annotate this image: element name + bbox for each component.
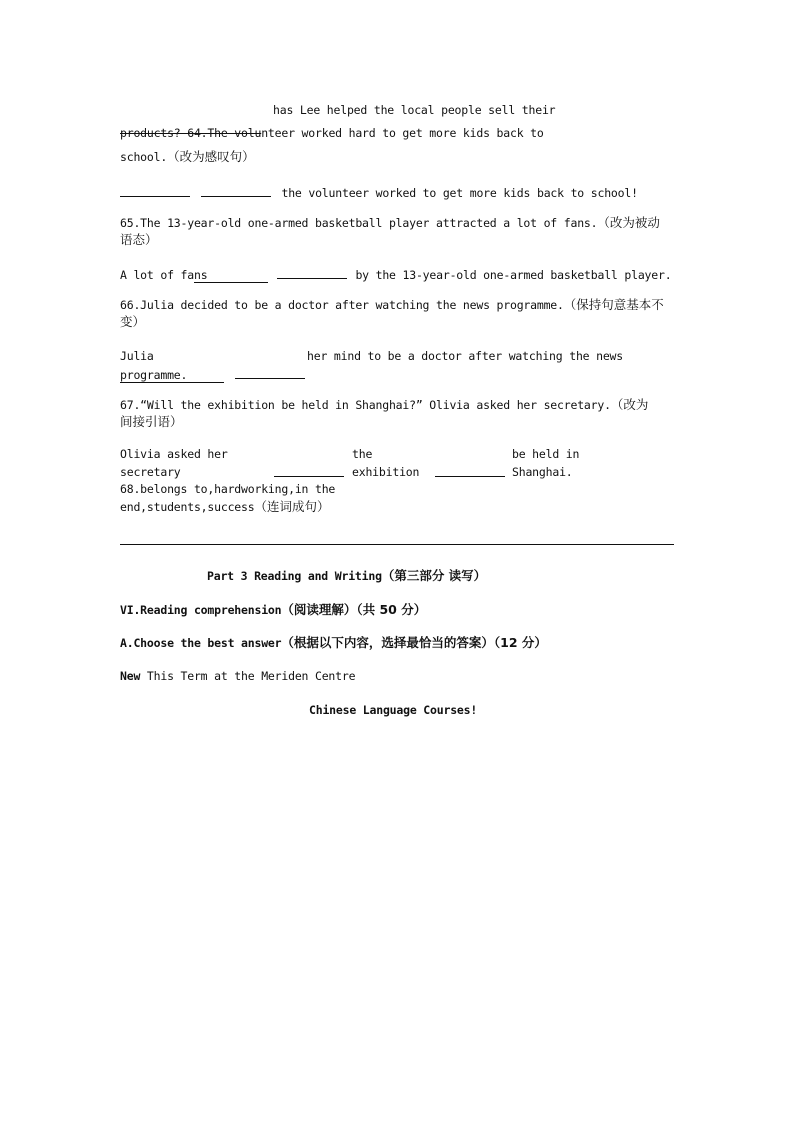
q67-col1-line1: Olivia asked her: [120, 447, 228, 461]
q64-instruction: （改为感叹句）: [167, 149, 255, 164]
q64-blank-1[interactable]: [120, 184, 190, 197]
q67-col3-line1: be held in: [512, 447, 580, 461]
q66-prompt: [120, 296, 664, 314]
q64-line3: [120, 148, 255, 166]
q66-blank-2[interactable]: [235, 366, 305, 379]
q66-prompt-en: 66.Julia decided to be a doctor after watching the news programme.: [120, 298, 564, 312]
sectionA-title-cn: （根据以下内容，选择最恰当的答案）（12 分）: [281, 635, 547, 650]
q65-blank-2[interactable]: [277, 266, 347, 279]
q67-instruction-cont: 间接引语）: [120, 414, 183, 429]
q67-col2-line2: exhibition: [352, 465, 420, 479]
q68-words: end,students,success: [120, 500, 255, 514]
section6-title-en: VI.Reading comprehension: [120, 603, 282, 617]
q68-line2: [120, 498, 330, 516]
part3-title-en: Part 3 Reading and Writing: [207, 569, 382, 583]
q67-blank-1-wrap: [274, 464, 344, 482]
q65-prompt-en: 65.The 13-year-old one-armed basketball player attracted a lot of fans.: [120, 216, 598, 230]
passage-subtitle: [120, 668, 355, 685]
q67-col3-line2: Shanghai.: [512, 465, 573, 479]
q68-line1: 68.belongs to,hardworking,in the: [120, 482, 336, 496]
q67-blank-1[interactable]: [274, 464, 344, 477]
q68-instruction: （连词成句）: [254, 499, 330, 514]
q64-school: school.: [120, 150, 168, 164]
q66-programme: programme.: [120, 368, 188, 382]
q63-line2: [120, 125, 544, 142]
q65-blank-1-text: ns: [193, 268, 208, 282]
q67-prompt: [120, 396, 648, 414]
q64-answer-rest: the volunteer worked to get more kids back to school!: [281, 186, 638, 200]
sectionA-title: [120, 634, 547, 652]
part3-title-cn: （第三部分 读写）: [381, 568, 487, 583]
part3-title: [207, 567, 486, 585]
q63-line2-rest: nteer worked hard to get more kids back to: [261, 126, 544, 140]
passage-heading: Chinese Language Courses!: [309, 703, 478, 717]
q67-prompt-en: 67.“Will the exhibition be held in Shanghai?” Olivia asked her secretary.: [120, 398, 611, 412]
q65-blank-1[interactable]: [194, 269, 268, 283]
q63-line1: has Lee helped the local people sell their: [273, 103, 556, 117]
q66-answer-julia: Julia: [120, 349, 154, 363]
q65-prompt: [120, 214, 660, 232]
section6-title: [120, 601, 426, 619]
q67-blank-2[interactable]: [435, 464, 505, 477]
q67-blank-2-wrap: [435, 464, 505, 482]
q67-instruction: （改为: [610, 397, 649, 412]
q65-instruction-cont: 语态）: [120, 232, 158, 247]
q65-answer-start: A lot of fa: [120, 268, 194, 282]
passage-subtitle-rest: This Term at the Meriden Centre: [140, 669, 356, 683]
sectionA-title-en: A.Choose the best answer: [120, 636, 282, 650]
q64-blank-2[interactable]: [201, 184, 271, 197]
q66-answer-line2: [120, 366, 305, 384]
section6-title-cn: （阅读理解）（共 50 分）: [281, 602, 427, 617]
section-divider: [120, 544, 674, 545]
q65-answer-line: [120, 266, 671, 284]
q66-instruction: （保持句意基本不: [563, 297, 664, 312]
q63-struck-text: products? 64.The volu: [120, 126, 262, 140]
q65-instruction: （改为被动: [597, 215, 660, 230]
q66-answer-mind: her mind to be a doctor after watching the news: [307, 349, 624, 363]
q66-blank-1[interactable]: [120, 369, 224, 383]
q66-instruction-cont: 变）: [120, 314, 146, 329]
q67-col1-line2: secretary: [120, 465, 181, 479]
q67-col2-line1: the: [352, 447, 373, 461]
passage-new-word: New: [120, 669, 141, 683]
q65-answer-end: by the 13-year-old one-armed basketball player.: [355, 268, 672, 282]
q64-answer-line: [120, 184, 638, 202]
